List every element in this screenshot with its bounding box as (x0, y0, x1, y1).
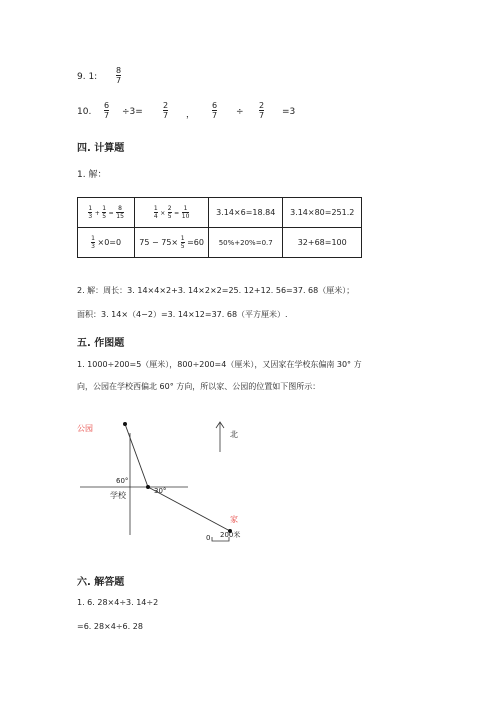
park-label: 公园 (77, 424, 93, 433)
section6-line2: =6. 28×4÷6. 28 (77, 622, 143, 631)
table-cell-r2c1: $\frac{1}{3}$ ×0=0 (78, 228, 135, 258)
table-cell-r2c3: 50%+20%=0.7 (208, 228, 282, 258)
park-point (123, 422, 127, 426)
q9-prefix: 9. 1: (77, 72, 98, 82)
table-cell-r1c2: $\frac{1}{4}$ × $\frac{2}{5}$ = $\frac{1}{10}$ (135, 198, 209, 228)
table-cell-r2c4: 32+68=100 (283, 228, 362, 258)
section6-title: 六. 解答题 (77, 577, 125, 588)
q10-fraction-3: $\frac{6}{7}$ (212, 101, 218, 120)
school-point (146, 485, 150, 489)
section5-line1: 1. 1000÷200=5（厘米），800÷200=4（厘米），又因家在学校东偏南 30° 方 (77, 360, 362, 369)
section6-line1: 1. 6. 28×4÷3. 14÷2 (77, 598, 159, 607)
table-cell-r1c3: 3.14×6=18.84 (208, 198, 282, 228)
q10-fraction-4: $\frac{2}{7}$ (259, 101, 265, 120)
q10-fraction-2: $\frac{2}{7}$ (163, 101, 169, 120)
q10-op2: ÷ (236, 107, 244, 117)
line-school-to-park (125, 424, 148, 487)
table-cell-r1c1: $\frac{1}{3}$ + $\frac{1}{5}$ = $\frac{8}{15}$ (78, 198, 135, 228)
angle-60-label: 60° (116, 477, 129, 485)
school-label: 学校 (110, 491, 126, 500)
section5-line2: 向，公园在学校西偏北 60° 方向，所以家、公园的位置如下图所示： (77, 382, 321, 391)
north-label: 北 (230, 430, 238, 439)
home-label: 家 (230, 515, 238, 524)
table-cell-r2c2: 75 − 75× $\frac{1}{5}$ =60 (135, 228, 209, 258)
section4-title: 四. 计算题 (77, 143, 125, 154)
section4-item2-line2: 面积：3. 14×（4−2）=3. 14×12=37. 68（平方厘米）. (77, 310, 288, 319)
q10-fraction-1: $\frac{6}{7}$ (104, 101, 110, 120)
q10-op1: ÷3= (122, 107, 143, 117)
q9-fraction: $\frac{8}{7}$ (116, 66, 122, 85)
scale-length-label: 200米 (220, 531, 241, 539)
section5-title: 五. 作图题 (77, 338, 125, 349)
q10-result: =3 (282, 107, 296, 117)
section4-item2-line1: 2. 解：周长：3. 14×4×2+3. 14×2×2=25. 12+12. 56=37. 68（厘米）； (77, 286, 355, 295)
scale-zero-label: 0 (206, 534, 211, 542)
q10-separator: ， (186, 110, 196, 120)
q10-label: 10. (77, 107, 92, 117)
table-cell-r1c4: 3.14×80=251.2 (283, 198, 362, 228)
angle-30-label: 30° (154, 487, 167, 495)
section4-item1-label: 1. 解： (77, 170, 107, 180)
